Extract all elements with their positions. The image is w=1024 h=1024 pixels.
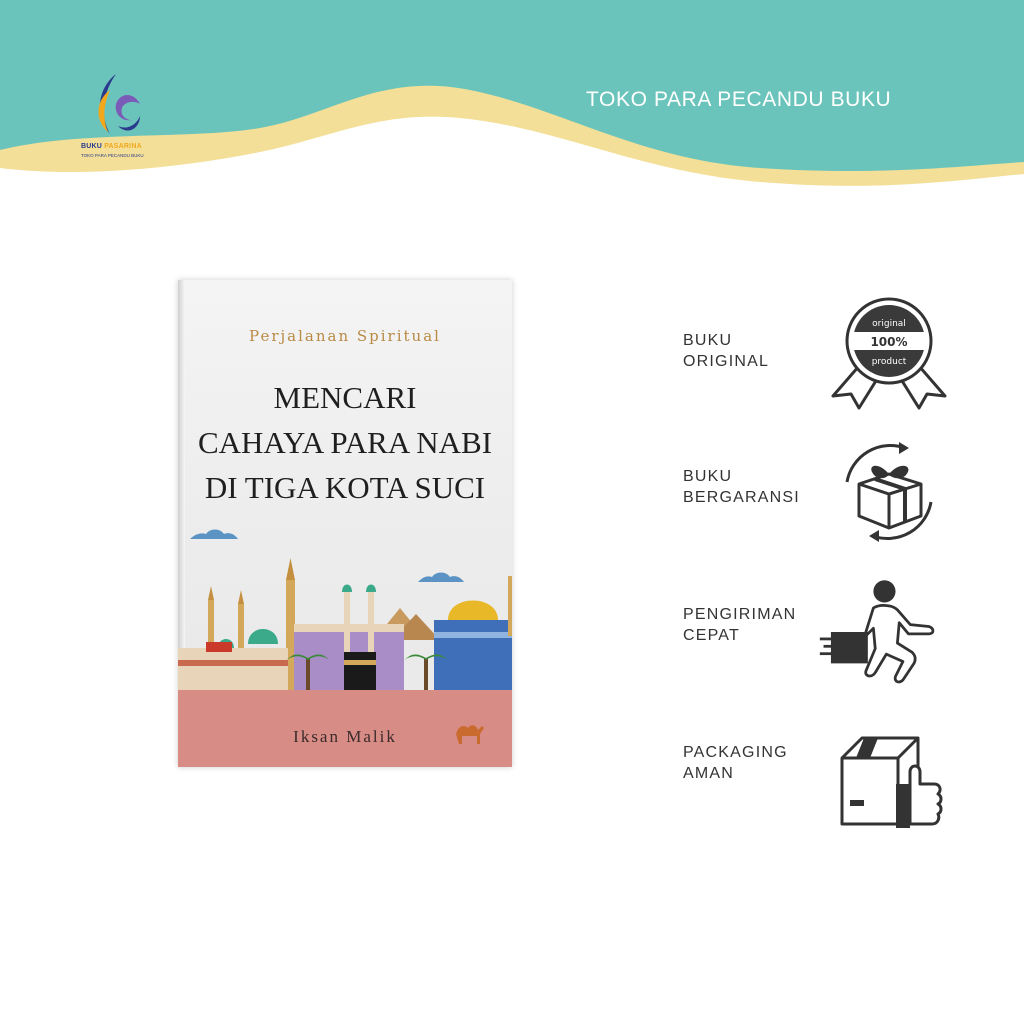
book-title-line: DI TIGA KOTA SUCI bbox=[204, 470, 486, 505]
feature-guarantee bbox=[683, 466, 843, 508]
box-thumbs-up-icon bbox=[834, 730, 954, 850]
feature-label-line: BUKU bbox=[683, 468, 733, 485]
feature-label-line: PENGIRIMAN bbox=[683, 606, 797, 623]
book-cover[interactable] bbox=[178, 280, 512, 767]
gift-box-return-icon bbox=[829, 432, 949, 552]
logo-mark-icon bbox=[84, 70, 144, 140]
original-badge-icon bbox=[829, 296, 949, 416]
badge-percent: 100% bbox=[870, 335, 908, 349]
store-name: TOKO PARA PECANDU BUKU bbox=[586, 88, 892, 111]
feature-packaging bbox=[683, 742, 843, 784]
book-title-line: CAHAYA PARA NABI bbox=[197, 425, 493, 460]
book-title-line: MENCARI bbox=[273, 380, 417, 415]
book-author: Iksan Malik bbox=[293, 727, 397, 746]
book-title bbox=[178, 375, 512, 510]
store-logo[interactable] bbox=[78, 70, 148, 165]
feature-original bbox=[683, 330, 843, 372]
feature-label-line: PACKAGING bbox=[683, 744, 788, 761]
badge-bottom-text: product bbox=[871, 357, 907, 367]
book-subtitle: Perjalanan Spiritual bbox=[249, 327, 441, 345]
feature-label-line: BERGARANSI bbox=[683, 489, 800, 506]
badge-top-text: original bbox=[872, 319, 906, 329]
feature-label-line: ORIGINAL bbox=[683, 353, 770, 370]
feature-label-line: BUKU bbox=[683, 332, 733, 349]
courier-running-icon bbox=[818, 572, 938, 692]
logo-name: BUKU PASARINA bbox=[81, 143, 142, 150]
feature-label-line: AMAN bbox=[683, 765, 735, 782]
feature-label-line: CEPAT bbox=[683, 627, 740, 644]
logo-tagline: TOKO PARA PECANDU BUKU bbox=[81, 153, 144, 158]
